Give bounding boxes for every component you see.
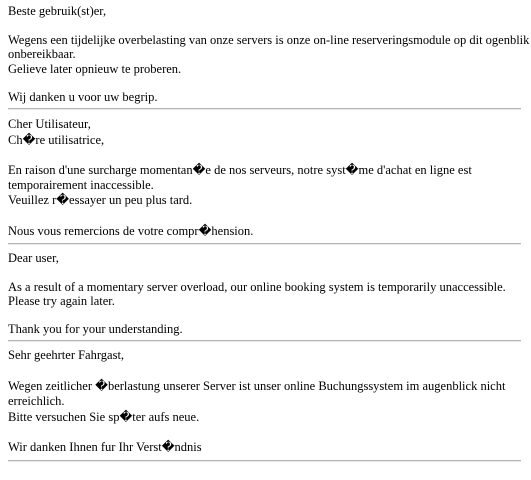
nl-thanks-line: Wij danken u voor uw begrip. <box>8 90 158 104</box>
de-body-line: erreichlich. <box>8 394 65 408</box>
section-divider <box>8 243 521 245</box>
de-retry-line: Bitte versuchen Sie sp�ter aufs neue. <box>8 410 200 424</box>
fr-retry-line: Veuillez r�essayer un peu plus tard. <box>8 193 193 207</box>
nl-retry-line: Gelieve later opnieuw te proberen. <box>8 62 182 76</box>
nl-greeting: Beste gebruik(st)er, <box>8 4 107 18</box>
de-greeting: Sehr geehrter Fahrgast, <box>8 348 125 362</box>
section-divider <box>8 108 521 110</box>
fr-body-line: En raison d'une surcharge momentan�e de nos serveurs, notre syst�me d'achat en ligne est <box>8 163 472 177</box>
nl-body-line: onbereikbaar. <box>8 47 76 61</box>
fr-body-line: temporairement inaccessible. <box>8 178 154 192</box>
de-body-line: Wegen zeitlicher �berlastung unserer Server ist unser online Buchungssystem im augenblick nicht <box>8 379 506 393</box>
en-body-line: As a result of a momentary server overload, our online booking system is temporarily unaccessible. <box>8 280 506 294</box>
section-divider <box>8 340 521 342</box>
en-retry-line: Please try again later. <box>8 294 115 308</box>
en-thanks-line: Thank you for your understanding. <box>8 322 183 336</box>
fr-greeting: Ch�re utilisatrice, <box>8 133 105 147</box>
en-greeting: Dear user, <box>8 251 59 265</box>
fr-greeting: Cher Utilisateur, <box>8 117 91 131</box>
de-thanks-line: Wir danken Ihnen fur Ihr Verst�ndnis <box>8 440 202 454</box>
fr-thanks-line: Nous vous remercions de votre compr�hension. <box>8 224 254 238</box>
section-divider <box>8 460 521 462</box>
nl-body-line: Wegens een tijdelijke overbelasting van onze servers is onze on-line reserveringsmodule op dit ogenblik <box>8 33 530 47</box>
